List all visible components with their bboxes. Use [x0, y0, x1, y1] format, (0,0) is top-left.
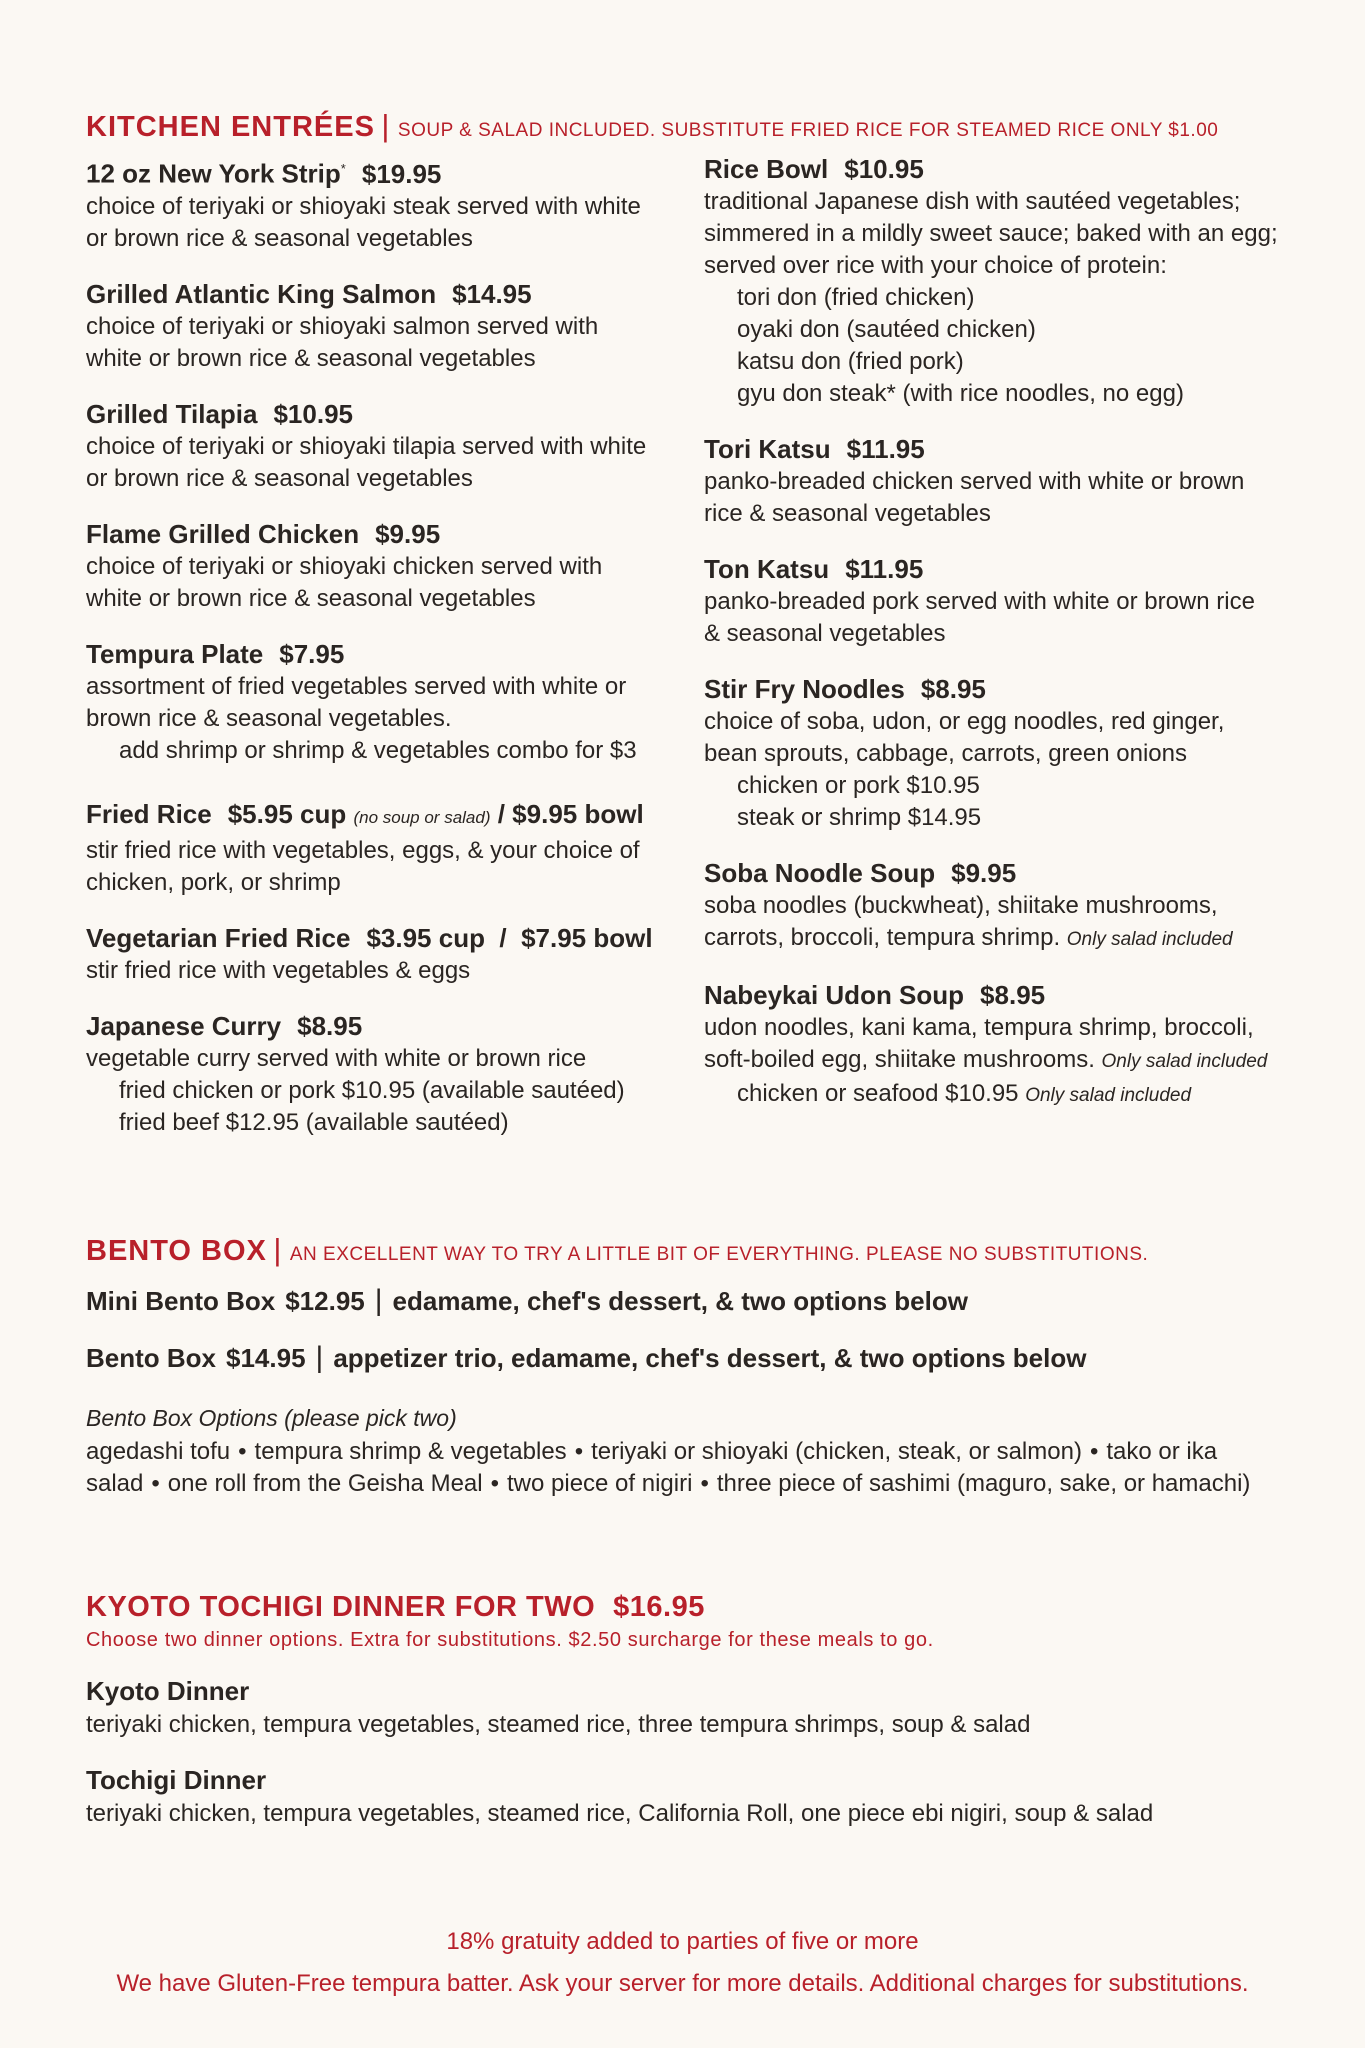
item-desc: simmered in a mildly sweet sauce; baked with an egg; [704, 220, 1278, 247]
item-name: Soba Noodle Soup [704, 858, 936, 888]
bento-divider: | [273, 1232, 282, 1267]
item-option: tori don (fried chicken) [737, 284, 975, 311]
item-name: Grilled Tilapia [86, 398, 258, 429]
item-desc: panko-breaded chicken served with white or brown [704, 468, 1245, 495]
menu-item-salmon [86, 277, 686, 375]
item-note: Only salad included [1066, 929, 1233, 950]
section-price: $16.95 [613, 1591, 705, 1623]
menu-item-tilapia [86, 397, 686, 495]
item-price: $14.95 [452, 278, 532, 309]
item-option: fried chicken or pork $10.95 (available sautéed) [119, 1076, 625, 1104]
item-desc: choice of soba, udon, or egg noodles, red ginger, [704, 708, 1225, 735]
item-desc: soft-boiled egg, shiitake mushrooms. [704, 1046, 1095, 1073]
item-price: $9.95 [951, 858, 1017, 888]
menu-item-curry [86, 1009, 686, 1139]
divider: | [374, 1284, 383, 1317]
kyoto-tochigi-subtitle: Choose two dinner options. Extra for substitutions. $2.50 surcharge for these meals to go. [86, 1629, 934, 1651]
menu-item-tori-katsu [704, 432, 1304, 530]
item-desc: udon noodles, kani kama, tempura shrimp, broccoli, [704, 1014, 1254, 1041]
bullet: • [1089, 1438, 1099, 1465]
menu-item-chicken [86, 517, 686, 615]
item-price: $8.95 [980, 980, 1046, 1010]
item-desc: panko-breaded pork served with white or brown rice [704, 588, 1255, 615]
kitchen-title: KITCHEN ENTRÉES [86, 111, 375, 143]
bullet: • [700, 1470, 709, 1497]
item-name: Bento Box [86, 1343, 216, 1373]
gratuity-note: 18% gratuity added to parties of five or more [446, 1928, 919, 1955]
item-price: $3.95 cup / $7.95 bowl [366, 922, 653, 953]
item-name: Flame Grilled Chicken [86, 518, 360, 549]
menu-item-soba [704, 856, 1304, 956]
item-desc: white or brown rice & seasonal vegetables [86, 584, 536, 612]
item-name: Japanese Curry [86, 1010, 282, 1041]
item-desc: stir fried rice with vegetables, eggs, & your choice of [86, 836, 640, 864]
menu-item-ny-strip [86, 152, 686, 255]
kitchen-divider: | [381, 108, 390, 143]
bullet: • [490, 1470, 499, 1497]
item-desc: assortment of fried vegetables served with white or [86, 672, 627, 700]
item-desc: soba noodles (buckwheat), shiitake mushrooms, [704, 892, 1218, 919]
bento-option: teriyaki or shioyaki (chicken, steak, or salmon) [591, 1438, 1082, 1465]
item-desc: served over rice with your choice of protein: [704, 252, 1167, 279]
item-option: chicken or pork $10.95 [737, 772, 980, 799]
item-desc: or brown rice & seasonal vegetables [86, 224, 473, 252]
tochigi-dinner-desc: teriyaki chicken, tempura vegetables, steamed rice, California Roll, one piece ebi nigiri, soup & salad [86, 1800, 1154, 1827]
menu-item-ton-katsu [704, 552, 1304, 650]
tochigi-dinner-name: Tochigi Dinner [86, 1765, 267, 1795]
item-price: $11.95 [845, 554, 924, 584]
kyoto-tochigi-title [86, 1591, 705, 1624]
menu-item-veg-fried-rice [86, 921, 686, 987]
item-note: Only salad included [1025, 1085, 1192, 1106]
item-name: Tempura Plate [86, 638, 264, 669]
kitchen-left-column [86, 152, 686, 1161]
item-price: $12.95 [285, 1286, 365, 1316]
item-name: Tori Katsu [704, 434, 831, 464]
item-price: $10.95 [273, 398, 353, 429]
item-price-cup: $5.95 cup [227, 798, 347, 829]
menu-item-fried-rice [86, 797, 686, 899]
bento-box [86, 1341, 1086, 1375]
item-option: fried beef $12.95 (available sautéed) [119, 1108, 509, 1136]
item-desc: stir fried rice with vegetables & eggs [86, 956, 471, 984]
gluten-free-note: We have Gluten-Free tempura batter. Ask your server for more details. Additional charges for substitutions. [116, 1970, 1249, 1997]
item-name: Fried Rice [86, 798, 212, 829]
item-price: $14.95 [226, 1343, 306, 1373]
item-desc: choice of teriyaki or shioyaki salmon served with [86, 312, 599, 340]
item-option: chicken or seafood $10.95 [737, 1080, 1019, 1107]
item-name: Nabeykai Udon Soup [704, 980, 965, 1010]
item-note: (no soup or salad) [353, 807, 491, 827]
item-desc: edamame, chef's dessert, & two options below [392, 1286, 968, 1316]
item-desc: appetizer trio, edamame, chef's dessert, & two options below [333, 1343, 1087, 1373]
item-name: Rice Bowl [704, 154, 829, 184]
kitchen-right-column [704, 152, 1304, 1134]
item-option: katsu don (fried pork) [737, 348, 964, 375]
kitchen-subtitle: SOUP & SALAD INCLUDED. SUBSTITUTE FRIED RICE FOR STEAMED RICE ONLY $1.00 [397, 120, 1219, 141]
divider: | [315, 1341, 324, 1374]
bento-options-title: Bento Box Options (please pick two) [86, 1405, 457, 1431]
item-option: oyaki don (sautéed chicken) [737, 316, 1036, 343]
item-desc: brown rice & seasonal vegetables. [86, 704, 452, 732]
item-name: Mini Bento Box [86, 1286, 276, 1316]
bento-option: two piece of nigiri [507, 1470, 693, 1497]
item-desc: & seasonal vegetables [704, 620, 946, 647]
item-name: Ton Katsu [704, 554, 830, 584]
item-price: $19.95 [361, 158, 442, 189]
item-desc: bean sprouts, cabbage, carrots, green onions [704, 740, 1187, 767]
bento-mini [86, 1284, 968, 1318]
bento-title: BENTO BOX [86, 1235, 267, 1267]
bento-option: agedashi tofu [86, 1438, 231, 1465]
item-desc: choice of teriyaki or shioyaki chicken served with [86, 552, 603, 580]
menu-item-tempura [86, 637, 686, 767]
bullet: • [238, 1438, 247, 1465]
item-option: steak or shrimp $14.95 [737, 804, 982, 831]
kitchen-header [86, 108, 1218, 144]
bento-option: one roll from the Geisha Meal [167, 1470, 483, 1497]
item-desc: carrots, broccoli, tempura shrimp. [704, 924, 1061, 951]
item-desc: vegetable curry served with white or brown rice [86, 1044, 587, 1072]
item-name: Stir Fry Noodles [704, 674, 905, 704]
item-price: $11.95 [846, 434, 925, 464]
item-asterisk: * [340, 161, 346, 176]
item-desc: traditional Japanese dish with sautéed vegetables; [704, 188, 1241, 215]
item-name: Vegetarian Fried Rice [86, 922, 351, 953]
bullet: • [574, 1438, 584, 1465]
item-price-bowl: / $9.95 bowl [497, 798, 644, 829]
kyoto-dinner-desc: teriyaki chicken, tempura vegetables, steamed rice, three tempura shrimps, soup & salad [86, 1711, 1031, 1738]
item-price: $9.95 [375, 518, 441, 549]
item-price: $8.95 [920, 674, 986, 704]
item-desc: choice of teriyaki or shioyaki steak served with white [86, 192, 641, 220]
item-desc: white or brown rice & seasonal vegetables [86, 344, 536, 372]
item-desc: rice & seasonal vegetables [704, 500, 991, 527]
item-desc: choice of teriyaki or shioyaki tilapia served with white [86, 432, 647, 460]
item-name: Grilled Atlantic King Salmon [86, 278, 437, 309]
bento-option: tako or ika salad [86, 1438, 1218, 1497]
menu-item-udon [704, 978, 1304, 1112]
bento-option: tempura shrimp & vegetables [254, 1438, 567, 1465]
kyoto-dinner-name: Kyoto Dinner [86, 1676, 250, 1706]
bento-option: three piece of sashimi (maguro, sake, or hamachi) [716, 1470, 1251, 1497]
item-desc: chicken, pork, or shrimp [86, 868, 341, 896]
item-option: gyu don steak* (with rice noodles, no egg) [737, 380, 1184, 407]
bento-options-list [86, 1436, 1296, 1500]
item-desc: or brown rice & seasonal vegetables [86, 464, 473, 492]
bullet: • [151, 1470, 160, 1497]
item-note: Only salad included [1101, 1051, 1268, 1072]
item-option: add shrimp or shrimp & vegetables combo for $3 [119, 736, 637, 764]
item-name: 12 oz New York Strip [86, 158, 341, 189]
menu-item-rice-bowl [704, 152, 1304, 410]
item-price: $7.95 [279, 638, 345, 669]
section-title: KYOTO TOCHIGI DINNER FOR TWO [86, 1591, 596, 1623]
menu-item-stir-fry [704, 672, 1304, 834]
bento-header [86, 1232, 1148, 1268]
item-price: $10.95 [844, 154, 924, 184]
bento-subtitle: AN EXCELLENT WAY TO TRY A LITTLE BIT OF EVERYTHING. PLEASE NO SUBSTITUTIONS. [289, 1244, 1149, 1265]
item-price: $8.95 [297, 1010, 363, 1041]
